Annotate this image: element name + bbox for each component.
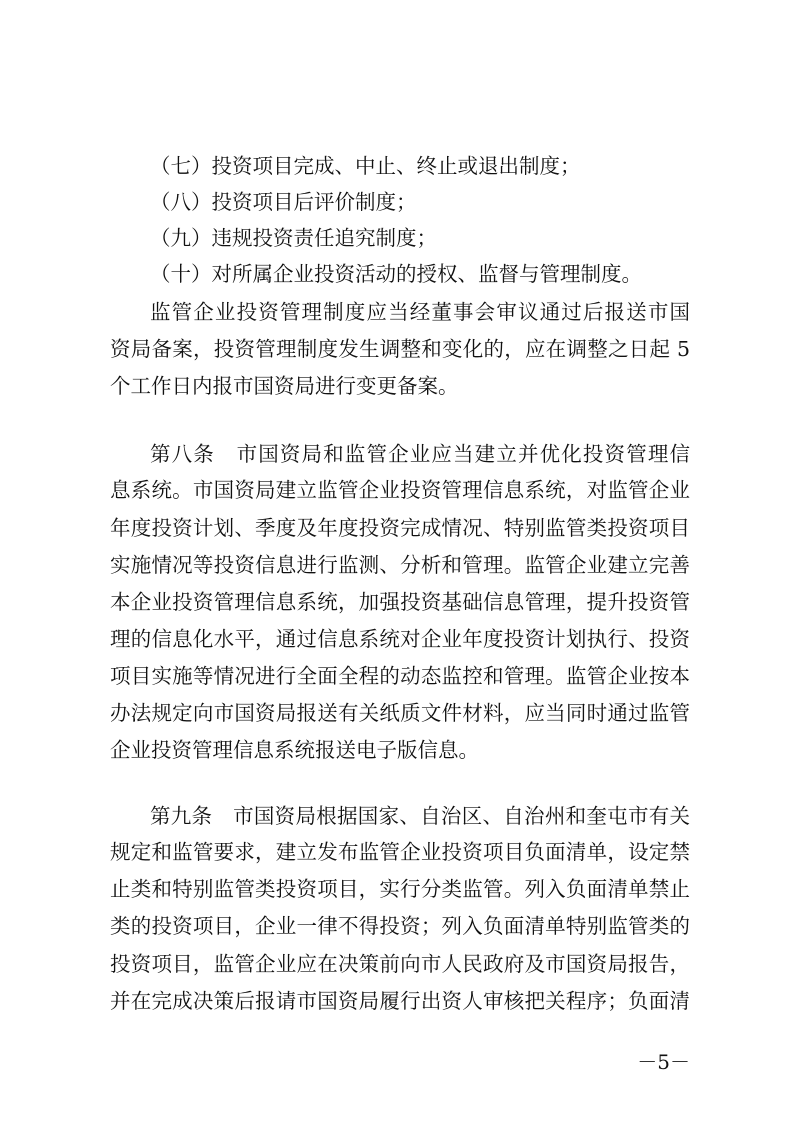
- paragraph-line: 个工作日内报市国资局进行变更备案。: [110, 374, 459, 398]
- paragraph-line: 监管企业投资管理制度应当经董事会审议通过后报送市国: [150, 300, 690, 324]
- paragraph-line: 理的信息化水平，通过信息系统对企业年度投资计划执行、投资: [110, 627, 690, 651]
- paragraph-line: 年度投资计划、季度及年度投资完成情况、特别监管类投资项目: [110, 516, 690, 540]
- article-heading-line: 第八条 市国资局和监管企业应当建立并优化投资管理信: [150, 442, 690, 466]
- paragraph-line: 项目实施等情况进行全面全程的动态监控和管理。监管企业按本: [110, 664, 690, 688]
- paragraph-line: 类的投资项目，企业一律不得投资；列入负面清单特别监管类的: [110, 914, 690, 938]
- paragraph-line: （八）投资项目后评价制度；: [150, 190, 417, 214]
- paragraph-line: 并在完成决策后报请市国资局履行出资人审核把关程序；负面清: [110, 989, 690, 1013]
- paragraph-line: 止类和特别监管类投资项目，实行分类监管。列入负面清单禁止: [110, 877, 690, 901]
- article-heading-line: 第九条 市国资局根据国家、自治区、自治州和奎屯市有关: [150, 804, 690, 828]
- paragraph-line: 息系统。市国资局建立监管企业投资管理信息系统，对监管企业: [110, 478, 690, 502]
- paragraph-line: 企业投资管理信息系统报送电子版信息。: [110, 738, 479, 762]
- page-number: －5－: [637, 1050, 690, 1074]
- paragraph-line: 实施情况等投资信息进行监测、分析和管理。监管企业建立完善: [110, 553, 690, 577]
- paragraph-line: 资局备案，投资管理制度发生调整和变化的，应在调整之日起 5: [110, 337, 690, 361]
- paragraph-line: 投资项目，监管企业应在决策前向市人民政府及市国资局报告，: [110, 952, 690, 976]
- paragraph-line: 办法规定向市国资局报送有关纸质文件材料，应当同时通过监管: [110, 701, 690, 725]
- paragraph-line: 本企业投资管理信息系统，加强投资基础信息管理，提升投资管: [110, 590, 690, 614]
- paragraph-line: 规定和监管要求，建立发布监管企业投资项目负面清单，设定禁: [110, 840, 690, 864]
- paragraph-line: （十）对所属企业投资活动的授权、监督与管理制度。: [150, 262, 642, 286]
- paragraph-line: （七）投资项目完成、中止、终止或退出制度；: [150, 154, 581, 178]
- paragraph-line: （九）违规投资责任追究制度；: [150, 226, 437, 250]
